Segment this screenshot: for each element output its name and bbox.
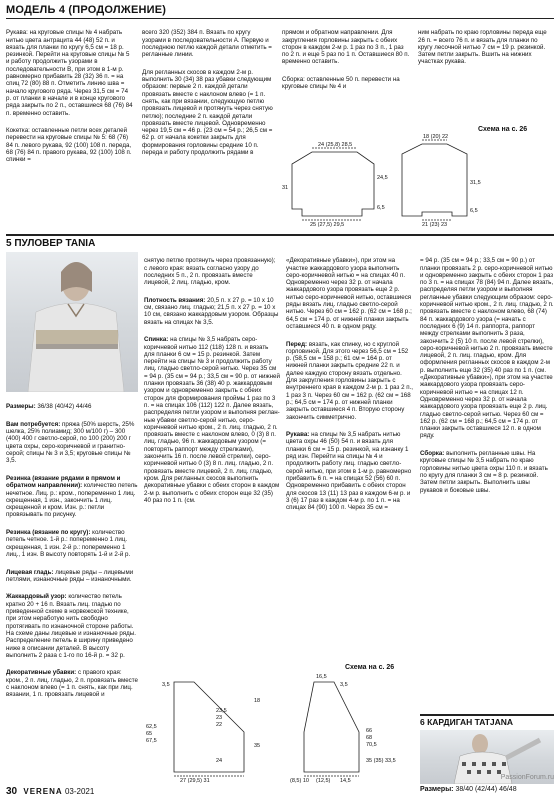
schema-bottom-label: (12,5): [316, 778, 331, 784]
schema-bottom-label: 62,5: [146, 724, 157, 730]
section-title: МОДЕЛЬ 4 (ПРОДОЛЖЕНИЕ): [6, 4, 167, 16]
schema-bottom-label: 70,5: [366, 742, 377, 748]
sleeves-title: Рукава:: [286, 431, 310, 439]
page-number: 30: [6, 786, 18, 797]
magazine-name: VERENA: [23, 787, 63, 796]
density-text: 20,5 п. х 27 р. = 10 х 10 см, связано лиц. гладью; 21,5 п. х 27 р. = 10 х 10 см, связано жаккардовым узором. Образцы вязать на спицах № 3,5.: [144, 296, 279, 326]
schema-bottom-label: 23,5: [216, 708, 227, 714]
materials-text: пряжа (50% шерсть, 25% шелка, 25% полиамид; 300 м/100 г) – 300 (400) 400 г светло-серой, по 100 (200) 200 г цвета охры, серо-коричневой и гранитно-серой; спицы № 3 и 3,5; круговые спицы № 3,5.: [6, 420, 135, 465]
pullover-column-2: [144, 250, 280, 660]
pullover-title: 5 ПУЛОВЕР TANIA: [6, 238, 96, 249]
sleeves-cont-text: = 94 р. (35 см = 94 р.; 33,5 см = 90 р.) от планки провязать 2 р. серо-коричневой нитью и одновременно закрыть с обеих сторон 1 раз по 3 п. = на спицах 78 (84) 94 п. Далее вязать, распределяя петли узором и выполняя регланные убавки следующим образом: серо-коричневой нитью кром., 2 п. лиц. гладью, 2 п. провязать вместе с наклоном влево, 68 (74) 84 п. жаккардового узора (= начать с последних 6 (9) 14 п. раппорта, раппорт между стрелками выполнить 3 раза, закончить 2 (5) 10 п. после левой стрелки), серо-коричневой нитью 2 п. провязать вместе лицевой, 2 п. лиц. гладью, кром. Для оформления регланных скосов в каждом 2-м р. выполнить еще 32 (35) 40 раз по 1 п. (см. «Декоративные убавки»), при этом на участке жаккардового узора провязать серо-коричневой нитью = на спицах 12 п. Одновременно через 32 р. от начала жаккардового узора провязать еще 2 р. лиц. гладью светло-серой нитью. Через 60 см = 162 р. (62 см = 168 р.; 64,5 см = 174 р. от планки закрыть оставшиеся 12 п. в одном ряду.: [420, 257, 554, 440]
pullover-column-4: [420, 250, 554, 710]
deco-title: Декоративные убавки:: [6, 669, 77, 677]
schema-bottom-label: 24: [216, 758, 223, 764]
pullover-schema-caption: Схема на с. 26: [345, 664, 395, 671]
back-title: Спинка:: [144, 336, 169, 344]
model4-assembly-text: Сборка: оставленные 50 п. перевести на круговые спицы № 4 и: [282, 76, 400, 91]
sizes-value: 36/38 (40/42) 44/46: [37, 403, 92, 411]
cardigan-divider: [420, 714, 554, 716]
pullover-photo: [6, 252, 138, 392]
assembly-text: выполнить регланные швы. На круговые спицы № 3,5 набрать по краю горловины нитью цвета охры 110 п. и вязать по кругу для планки 3 см = 8 р. резинкой. Затем петли закрыть. Выполнить швы рукавов и боковые швы.: [420, 450, 548, 494]
body-outline: [292, 152, 374, 216]
page-footer: [6, 786, 94, 797]
density-title: Плотность вязания:: [144, 296, 206, 304]
back-text: на спицы № 3,5 набрать серо-коричневой нитью 112 (118) 128 п. и вязать для планки 6 см = 15 р. резинкой. Затем перейти на спицы № 3 и продолжить работу лиц. гладью светло-серой нитью. Через 35 см = 94 р. (35 см = 94 р.; 33,5 см = 90 р. от нижней планки провязать 36 (38) 40 р. жаккардовым узором и одновременно закрыть с обеих сторон для формирования проймы 1 раз по 3 п. = на спицах 106 (112) 122 п. Далее вязать, распределяя петли узором и выполняя регланные убавки светло-серой нитью, серо-коричневой нитью кром., 2 п. лиц. гладью, 2 п. провязать вместе с наклоном влево, 0 (3) 8 п. лиц. гладью, 96 п. жаккардовым узором (= повторять раппорт между стрелками), закончить 16 п. после левой стрелки), серо-коричневой нитью 0 (3) 8 п. лиц. гладью, 2 п. провязать вместе лицевой, 2 п. лиц. гладью, кром. Для регланных скосов выполнить декоративные убавки с обеих сторон в каждом 2-м р. выполнить с обеих сторон еще 32 (35) 40 раз по 1 п. (см.: [144, 336, 280, 504]
pullover-schema: [144, 672, 414, 782]
rib2-text: количество петель четное. 1-й р.: попеременно 1 лиц. скрещенная, 1 изн. 2-й р.: попеременно 1 лиц., 1 изн. В высоту повторять 1-й и 2-й р.: [6, 529, 131, 558]
schema-bottom-label: 67,5: [146, 738, 157, 744]
model4-yoke-text: Кокетка: оставленные петли всех деталей перевести на круговые спицы № 5: 68 (76) 84 п. левого рукава, 92 (100) 108 п. переда, 68 (76) 84 п. правого рукава, 92 (100) 108 п. спинки =: [6, 127, 132, 164]
schema-bottom-label: 3,5: [340, 682, 348, 688]
model4-schema-svg: [282, 134, 554, 228]
model4-column-4: [418, 22, 552, 92]
schema-bottom-label: 23: [216, 715, 223, 721]
schema-top-label: 6,5: [470, 208, 478, 214]
front-title: Перед:: [286, 340, 308, 348]
schema-top-label: 31,5: [470, 180, 481, 186]
schema-bottom-label: 35 (35) 33,5: [366, 758, 396, 764]
face-title: Лицевая гладь:: [6, 568, 54, 576]
schema-top-label: 21 (23) 23: [422, 222, 448, 228]
schema-bottom-label: 3,5: [162, 682, 170, 688]
pullover-schema-svg: [144, 672, 414, 782]
schema-bottom-label: 14,5: [340, 778, 351, 784]
rib-title: Резинка (вязание рядами в прямом и обратном направлении):: [6, 474, 121, 490]
watermark: PassionForum.ru: [500, 774, 554, 781]
section-divider: [6, 234, 554, 236]
schema-bottom-label: (8,5) 10: [290, 778, 309, 784]
schema-top-label: 24,5: [377, 175, 388, 181]
model4-yoke-cont-text: всего 320 (352) 384 п. Вязать по кругу узорами в последовательности А. Первую и последнюю петлю каждой детали отметить = регланные линии.: [142, 29, 272, 59]
assembly-title: Сборка:: [420, 450, 445, 458]
model4-schema-caption: Схема на с. 26: [478, 126, 528, 133]
schema-bottom-label: 22: [216, 722, 223, 728]
schema-bottom-label: 68: [366, 735, 373, 741]
sleeve-outline: [402, 144, 467, 216]
cardigan-sizes-label: Размеры:: [420, 786, 454, 793]
sleeves-text: на спицы № 3,5 набрать нитью цвета охры 46 (50) 54 п. и вязать для планки 6 см = 15 р. резинкой, на изнанку 1 ряд изн. Перейти на спицы № 4 и продолжить работу лиц. гладью светло-серой нитью, при этом в 1-м р. равномерно прибавить 6 п. = на спицах 52 (56) 60 п. Одновременно прибавить с обеих сторон для скосов 13 (11) 13 раз в каждом 6-м р. и 3 (6) 17 раз в каждом 4-м р. по 1 п. = на спицах 84 (90) 100 п. Через 35 см =: [286, 431, 412, 512]
cardigan-sizes-value: 38/40 (42/44) 46/48: [455, 786, 517, 793]
schema-top-label: 25 (27,5) 29,5: [310, 222, 345, 228]
sleeve-outline: [304, 682, 359, 772]
issue-number: 03-2021: [64, 787, 95, 796]
schema-bottom-label: 66: [366, 728, 373, 734]
pullover-photo-art: [6, 252, 138, 392]
jacquard-title: Жаккардовый узор:: [6, 593, 67, 601]
deco-cont-text: снятую петлю протянуть через провязанную); с левого края: вязать согласно узору до последних 5 п., 2 п. провязать вместе лицевой, 2 лиц. гладью, кром.: [144, 257, 276, 287]
schema-top-label: 18 (20) 22: [423, 134, 449, 140]
model4-schema: [282, 134, 554, 228]
back-outline: [174, 682, 244, 772]
model4-band-text: ним набрать по краю горловины переда еще 26 п. = всего 76 п. и вязать для планки по кругу лесочной нитью 7 см = 19 р. резинкой. Затем петли закрыть. Вшить на нижних участках рукава.: [418, 29, 547, 66]
pullover-column-1: [6, 396, 138, 776]
schema-top-label: 24 (25,8) 28,5: [318, 142, 353, 148]
cardigan-sizes: [420, 786, 517, 793]
back-cont-text: «Декоративные убавки»), при этом на участке жаккардового узора выполнить серо-коричневой нитью = на спицах 40 п. Одновременно через 32 р. от начала жаккардового узора провязать еще 2 р. нитью серо-коричневой нитью, оставшиеся ряды вязать лиц. гладью светло-серой нитью. Через 60 см = 162 р. (62 см = 168 р.; 64,5 см = 174 р. от нижней планки закрыть оставшиеся 40 п. в одном ряду.: [286, 257, 412, 330]
cardigan-title: 6 КАРДИГАН TATJANA: [420, 717, 514, 727]
schema-bottom-label: 16,5: [316, 674, 327, 680]
pullover-column-3: [286, 250, 414, 670]
sizes-label: Размеры:: [6, 403, 36, 411]
model4-sleeves-text: Рукава: на круговые спицы № 4 набрать нитью цвета антрацита 44 (48) 52 п. и вязать для планки по кругу 6,5 см = 18 р. резинкой. Перейти на круговые спицы № 5 и работу продолжить узорами в последовательности В, при этом в 1-м р. равномерно прибавить 28 (32) 36 п. = на спиц 72 (80) 88 п. Отметить линию шва = начало кругового ряда. Через 31,5 см = 74 р. от планки в начале и в конце кругового ряда закрыть по 2 п., оставшиеся 68 (76) 84 п. временно оставить.: [6, 29, 133, 117]
deco-text: с правого края: кром., 2 п. лиц. гладью, 2 п. провязать вместе с наклоном влево (= 1 п. снять, как при лиц. вязании, 1 п. провязать лицевой и: [6, 669, 138, 699]
jacquard-text: количество петель кратно 20 + 16 п. Вязать лиц. гладью по приведенной схеме в норвежской технике, при этом неработую нить свободно протягивать по изнаночной стороне работы. На схеме даны лицевые и изнаночные ряды. Распределение петель в ширину приведено ниже в описании деталей. В высоту выполнить 2 раза с 1-го по 16-й р. = 32 р.: [6, 593, 136, 659]
schema-bottom-label: 27 (29,5) 31: [180, 778, 210, 784]
materials-title: Вам потребуется:: [6, 420, 61, 428]
rib-text: количество петель нечетное. Лиц. р.: кром., попеременно 1 лиц. скрещенная, 1 изн., закончить 1 лиц. скрещенной и кром. Изн. р.: петли провязывать по рисунку.: [6, 482, 138, 519]
face-text: лицевые ряды – лицевыми петлями, изнаночные ряды – изнаночными.: [6, 568, 134, 583]
model4-raglan-text: Для регланных скосов в каждом 2-м р. выполнить 30 (34) 38 раз убавки следующим образом: первые 2 п. каждой детали провязать вместе с наклоном влево (= 1 п. снять, как при вязании, следующую петлю провязать лицевой и протянуть через снятую петлю); последние 2 п. каждой детали провязать вместе лицевой. Одновременно через 19,5 см = 46 р. (23 см = 54 р.; 26,5 см = 62 р. от начала кокетки закрыть для формирования горловины средние 10 п. переда и работу продолжить рядами в: [142, 68, 273, 157]
model4-neck-text: прямом и обратном направлении. Для закругления горловины закрыть с обеих сторон в каждом 2-м р. 1 раз по 3 п., 1 раз по 2 п. и еще 5 раз по 1 п. Оставшиеся 80 п. временно оставить.: [282, 29, 410, 66]
model4-column-1: [6, 22, 134, 222]
schema-bottom-label: 18: [254, 698, 261, 704]
schema-bottom-label: 35: [254, 743, 261, 749]
front-text: вязать, как спинку, но с круглой горловиной. Для этого через 56,5 см = 152 р. (58,5 см = 158 р.; 61 см = 164 р. от нижней планки закрыть средние 22 п. и далее каждую сторону вязать отдельно. Для закругления горловины закрыть с внутреннего края в каждом 2-м р. 1 раз 2 п., 1 раз 3 п. Через 60 см = 162 р. (62 см = 168 р.; 64,5 см = 174 р. от нижней планки закрыть оставшиеся 4 п. Вторую сторону закончить симметрично.: [286, 340, 414, 421]
schema-bottom-label: 65: [146, 731, 153, 737]
rib2-title: Резинка (вязание по кругу):: [6, 529, 91, 537]
model4-column-3: [282, 22, 410, 122]
schema-top-label: 31: [282, 185, 289, 191]
top-rule: [6, 18, 554, 19]
model4-column-2: [142, 22, 274, 232]
schema-top-label: 6,5: [377, 205, 385, 211]
